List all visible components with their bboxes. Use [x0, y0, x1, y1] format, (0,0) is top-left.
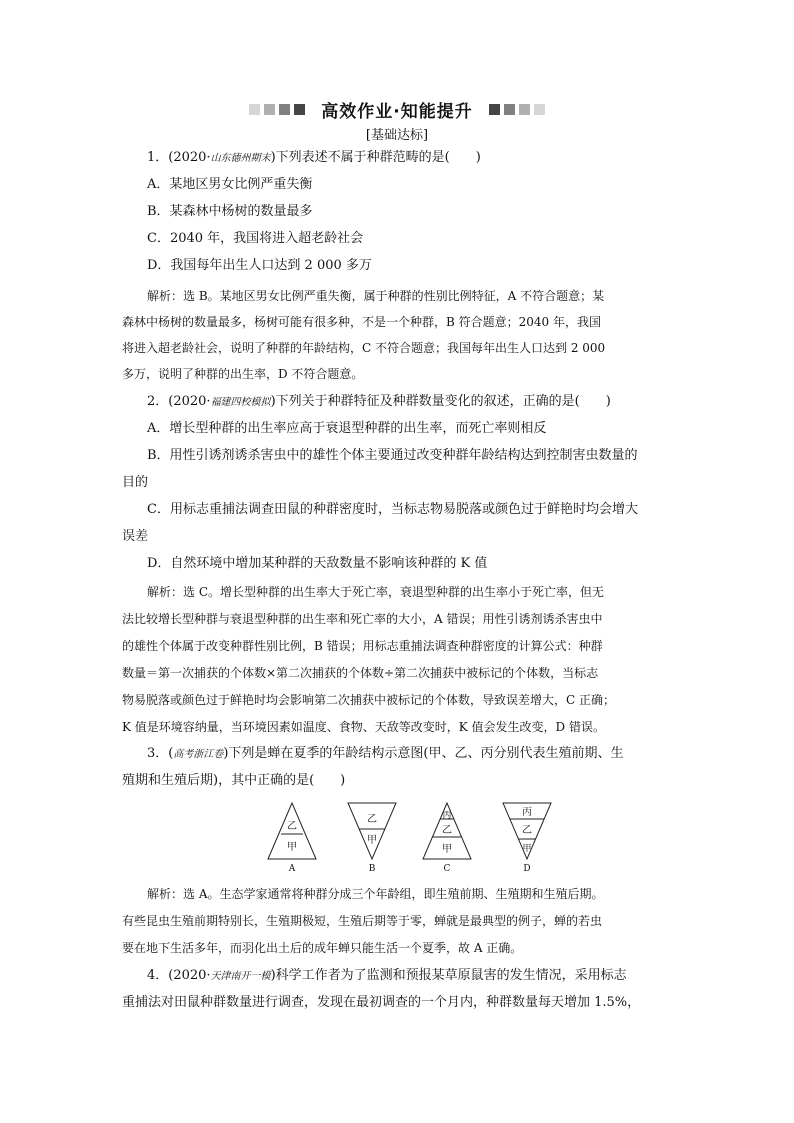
q2-option-c-cont: 误差	[122, 529, 149, 544]
q3-stem-cont: 殖期和生殖后期)，其中正确的是( )	[122, 773, 346, 788]
q2-analysis-line: 解析：选 C。增长型种群的出生率大于死亡率，衰退型种群的出生率小于死亡率，但无	[147, 585, 604, 599]
figure-label-a: A	[288, 864, 296, 873]
q2-source: 福建四校模拟	[210, 397, 271, 408]
header-square-icon	[264, 104, 275, 115]
figure-label-b: B	[368, 864, 376, 873]
q3-stem-text: )下列是蝉在夏季的年龄结构示意图(甲、乙、丙分别代表生殖前期、生	[223, 746, 624, 761]
section-label: [基础达标]	[365, 128, 429, 143]
pyramid-a-bottom-label: 甲	[287, 842, 297, 853]
q3-analysis-line: 有些昆虫生殖前期特别长，生殖期极短，生殖后期等于零，蝉就是最典型的例子，蝉的若虫	[122, 914, 603, 928]
pyramid-b-top-label: 乙	[367, 814, 377, 825]
header-square-icon	[534, 104, 545, 115]
q1-option-d: D．我国每年出生人口达到 2 000 多万	[147, 258, 372, 273]
q1-analysis-line: 多万，说明了种群的出生率，D 不符合题意。	[122, 367, 364, 381]
pyramid-d-middle-label: 乙	[522, 825, 532, 836]
page-header	[0, 96, 794, 122]
q2-stem-text: )下列关于种群特征及种群数量变化的叙述，正确的是( )	[270, 394, 611, 409]
pyramid-d-bottom-label: 甲	[522, 844, 532, 854]
q1-stem-text: )下列表述不属于种群范畴的是( )	[270, 150, 481, 165]
pyramid-a	[268, 803, 316, 873]
header-square-icon	[279, 104, 290, 115]
pyramid-d	[503, 803, 551, 873]
pyramid-b	[348, 803, 396, 873]
pyramid-d-top-label: 丙	[522, 807, 532, 818]
q4-stem-cont: 重捕法对田鼠种群数量进行调查，发现在最初调查的一个月内，种群数量每天增加 1.5%，	[122, 995, 641, 1010]
q4-number: 4．(2020·	[147, 968, 211, 983]
pyramid-c	[423, 803, 471, 873]
q2-analysis-line: 数量＝第一次捕获的个体数×第二次捕获的个体数÷第二次捕获中被标记的个体数，当标志	[122, 666, 599, 680]
q1-analysis-line: 将进入超老龄社会，说明了种群的年龄结构，C 不符合题意；我国每年出生人口达到 2 000	[122, 341, 606, 355]
q2-analysis-line: 的雄性个体属于改变种群性别比例，B 错误；用标志重捕法调查种群密度的计算公式：种群	[122, 639, 603, 653]
q2-stem	[147, 394, 707, 411]
q1-stem	[147, 150, 707, 167]
q2-option-b-cont: 目的	[122, 475, 149, 490]
q2-option-d: D．自然环境中增加某种群的天敌数量不影响该种群的 K 值	[147, 556, 488, 571]
q1-option-a: A．某地区男女比例严重失衡	[147, 177, 313, 192]
header-square-icon	[249, 104, 260, 115]
q4-source: 天津南开一模	[210, 971, 271, 982]
q1-option-b: B．某森林中杨树的数量最多	[147, 204, 313, 219]
q2-option-a: A．增长型种群的出生率应高于衰退型种群的出生率，而死亡率则相反	[147, 421, 547, 436]
q1-number: 1．(2020·	[147, 150, 211, 165]
age-structure-figure	[262, 801, 562, 873]
q1-option-c: C．2040 年，我国将进入超老龄社会	[147, 231, 364, 246]
header-square-icon	[489, 104, 500, 115]
q1-source: 山东德州期末	[210, 153, 271, 164]
header-square-icon	[294, 104, 305, 115]
q2-option-c: C．用标志重捕法调查田鼠的种群密度时，当标志物易脱落或颜色过于鲜艳时均会增大	[147, 502, 638, 517]
q2-number: 2．(2020·	[147, 394, 211, 409]
q3-stem	[147, 746, 707, 763]
q3-analysis-line: 解析：选 A。生态学家通常将种群分成三个年龄组，即生殖前期、生殖期和生殖后期。	[147, 887, 604, 901]
header-square-icon	[504, 104, 515, 115]
pyramid-a-top-label: 乙	[287, 821, 297, 832]
pyramid-c-middle-label: 乙	[442, 825, 452, 836]
figure-label-c: C	[443, 864, 451, 873]
q2-analysis-line: 法比较增长型种群与衰退型种群的出生率和死亡率的大小，A 错误；用性引诱剂诱杀害虫中	[122, 612, 603, 626]
q2-analysis-line: 物易脱落或颜色过于鲜艳时均会影响第二次捕获中被标记的个体数，导致误差增大，C 正确；	[122, 693, 615, 707]
figure-label-d: D	[523, 864, 531, 873]
q4-stem-text: )科学工作者为了监测和预报某草原鼠害的发生情况，采用标志	[270, 968, 627, 983]
header-square-icon	[519, 104, 530, 115]
q1-analysis-line: 森林中杨树的数量最多，杨树可能有很多种，不是一个种群，B 符合题意；2040 年，我国	[122, 315, 601, 329]
q2-analysis-line: K 值是环境容纳量，当环境因素如温度、食物、天敌等改变时，K 值会发生改变，D 错误。	[122, 720, 605, 734]
q1-analysis-line: 解析：选 B。某地区男女比例严重失衡，属于种群的性别比例特征，A 不符合题意；某	[147, 289, 605, 303]
page-title: 高效作业·知能提升	[321, 101, 473, 122]
pyramid-c-top-label: 丙	[442, 811, 452, 821]
q3-analysis-line: 要在地下生活多年，而羽化出土后的成年蝉只能生活一个夏季，故 A 正确。	[122, 941, 523, 955]
q2-option-b: B．用性引诱剂诱杀害虫中的雄性个体主要通过改变种群年龄结构达到控制害虫数量的	[147, 448, 638, 463]
q3-source: 高考浙江卷	[173, 749, 224, 760]
pyramid-b-bottom-label: 甲	[367, 835, 377, 846]
q4-stem	[147, 968, 707, 985]
pyramid-c-bottom-label: 甲	[442, 844, 452, 855]
q3-number: 3．(	[147, 746, 174, 761]
